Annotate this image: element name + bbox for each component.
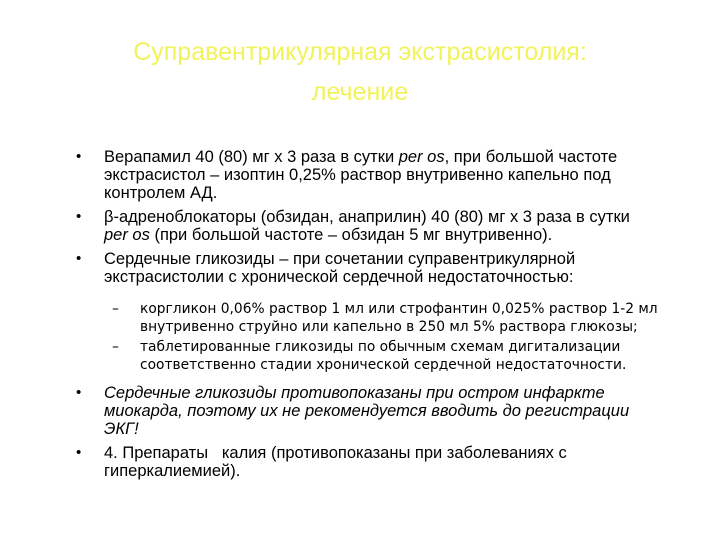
dash-marker xyxy=(112,338,128,356)
sub-line: коргликон 0,06% раствор 1 мл или строфантин 0,025% раствор 1-2 мл xyxy=(140,301,658,317)
slide-title-line-2: лечение xyxy=(311,78,409,106)
bullet-marker xyxy=(76,444,96,462)
bullet-line: ЭКГ! xyxy=(104,420,139,438)
bullet-line: гиперкалиемией). xyxy=(104,462,241,480)
bullet-text: Верапамил 40 (80) мг х 3 раза в сутки xyxy=(104,148,399,166)
bullet-text-italic: per os xyxy=(104,226,150,244)
bullet-line xyxy=(104,226,706,244)
bullet-item-glycosides xyxy=(76,250,706,286)
bullet-line: экстрасистол – изоптин 0,25% раствор внутривенно капельно под xyxy=(104,166,611,184)
bullet-line: контролем АД. xyxy=(104,184,218,202)
bullet-marker xyxy=(76,384,96,402)
bullet-item-contraindication xyxy=(76,384,706,438)
bullet-line: миокарда, поэтому их не рекомендуется вводить до регистрации xyxy=(104,402,630,420)
sub-line: таблетированные гликозиды по обычным схемам дигитализации xyxy=(140,339,621,355)
bullet-marker xyxy=(76,208,96,226)
bullet-item-verapamil xyxy=(76,148,706,202)
bullet-line: β-адреноблокаторы (обзидан, анаприлин) 40 (80) мг х 3 раза в сутки xyxy=(104,208,630,226)
bullet-marker xyxy=(76,148,96,166)
bullet-text: (при большой частоте – обзидан 5 мг внутривенно). xyxy=(149,226,553,244)
sub-item-tablets xyxy=(76,338,706,374)
bullet-line: 4. Препараты калия (противопоказаны при заболеваниях с xyxy=(104,444,567,462)
sub-line: соответственно стадии хронической сердечной недостаточности. xyxy=(140,357,627,373)
slide-title-line-1: Суправентрикулярная экстрасистолия: xyxy=(133,38,587,66)
bullet-line: Сердечные гликозиды – при сочетании суправентрикулярной xyxy=(104,250,576,268)
bullet-item-beta-blockers xyxy=(76,208,706,244)
bullet-line: экстрасистолии с хронической сердечной недостаточностью: xyxy=(104,268,574,286)
bullet-text-italic: per os xyxy=(398,148,445,166)
bullet-line xyxy=(104,148,706,166)
bullet-text: , при большой частоте xyxy=(444,148,618,166)
bullet-line: Сердечные гликозиды противопоказаны при остром инфаркте xyxy=(104,384,605,402)
slide-title xyxy=(60,32,660,112)
bullet-marker xyxy=(76,250,96,268)
sub-item-korglikon xyxy=(76,300,706,336)
sub-line: внутривенно струйно или капельно в 250 мл 5% раствора глюкозы; xyxy=(140,319,638,335)
dash-marker xyxy=(112,300,128,318)
bullet-list xyxy=(76,148,706,486)
bullet-item-potassium xyxy=(76,444,706,480)
